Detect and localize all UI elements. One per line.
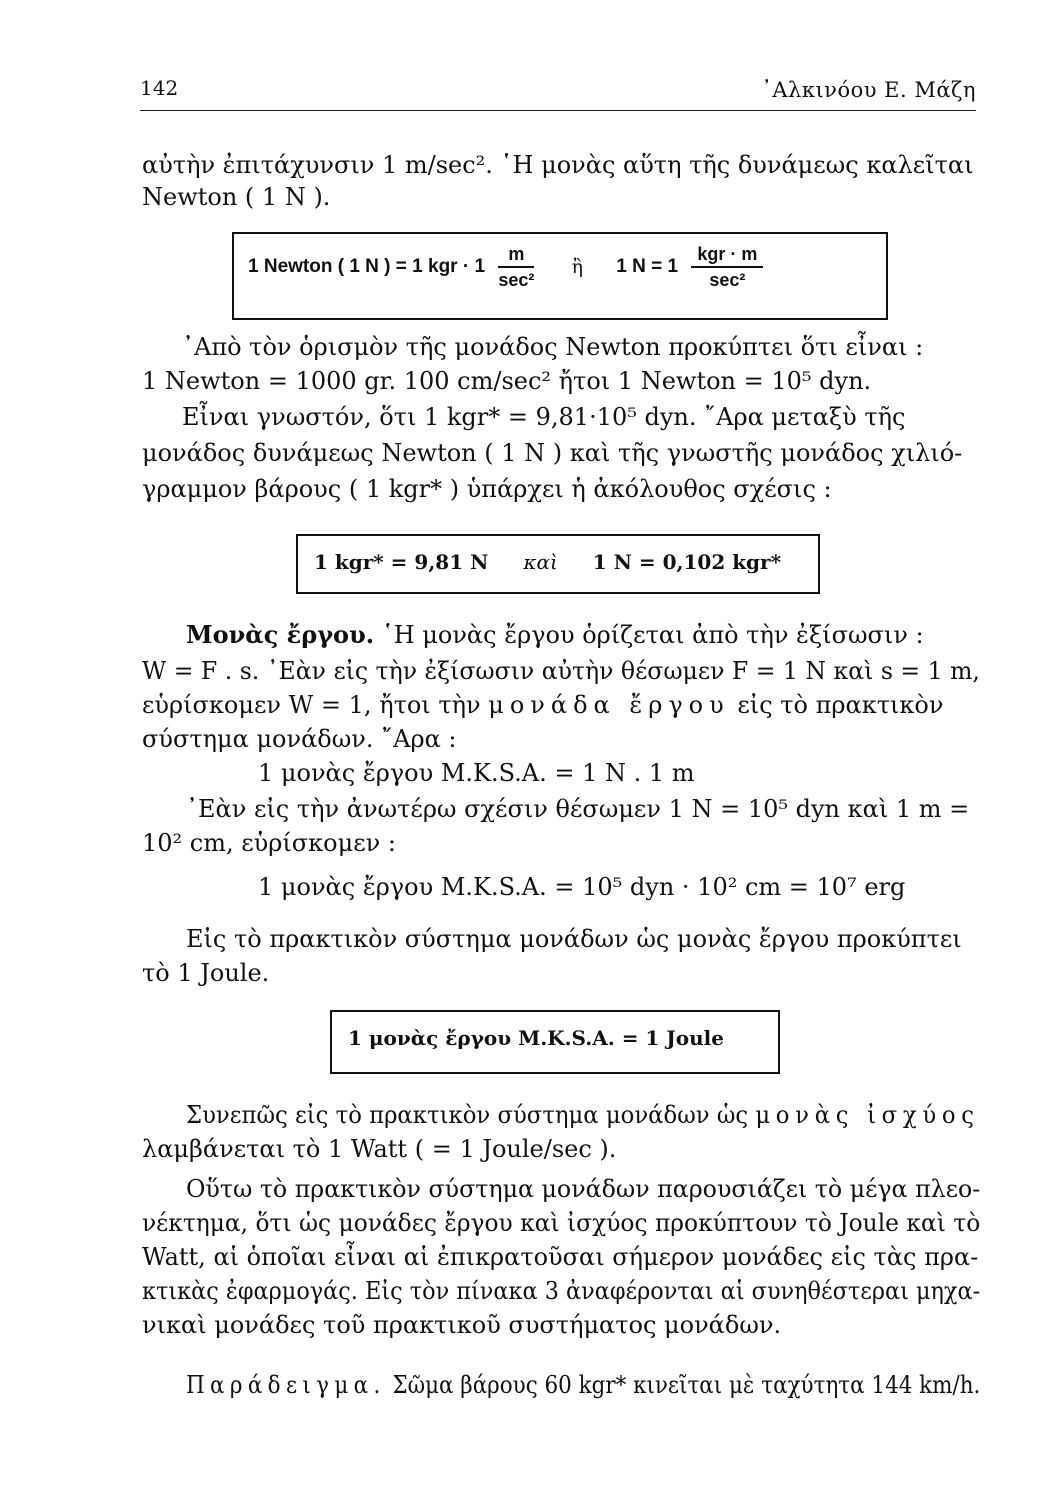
formula-or: ἢ (571, 256, 584, 278)
newton-formula (248, 242, 767, 292)
kgr-relation (314, 550, 781, 574)
text-line: 1 Newton = 1000 gr. 100 cm/sec² ἤτοι 1 Newton = 10⁵ dyn. (142, 367, 872, 395)
relation-and: καὶ (523, 550, 558, 574)
joule-relation: 1 μονὰς ἔργου M.K.S.A. = 1 Joule (348, 1026, 724, 1050)
formula-box-kgr (296, 534, 820, 594)
header-rule (140, 110, 976, 111)
formula-box-newton (232, 232, 888, 320)
text-fragment: εἰς τὸ πρακτικὸν (737, 691, 944, 719)
text-line: κτικὰς ἐφαρμογάς. Εἰς τὸν πίνακα 3 ἀναφέρονται αἱ συνηθέστεραι μηχα- (142, 1277, 981, 1305)
text-line: νικαὶ μονάδες τοῦ πρακτικοῦ συστήματος μονάδων. (142, 1311, 782, 1339)
formula-right: 1 N = 1 (616, 256, 679, 277)
text-line: μονάδος δυνάμεως Newton ( 1 N ) καὶ τῆς γνωστῆς μονάδος χιλιό- (142, 439, 963, 467)
text-line: Εἰς τὸ πρακτικὸν σύστημα μονάδων ὡς μονὰς ἔργου προκύπτει (186, 925, 962, 953)
page-number: 142 (140, 76, 179, 100)
fraction-denominator: sec² (498, 270, 535, 290)
text-line (186, 1370, 980, 1400)
running-head: ᾿Αλκινόου Ε. Μάζη (761, 78, 976, 102)
text-line: Οὕτω τὸ πρακτικὸν σύστημα μονάδων παρουσιάζει τὸ μέγα πλεο- (186, 1175, 981, 1203)
text-line: Watt, αἱ ὁποῖαι εἶναι αἱ ἐπικρατοῦσαι σήμερον μονάδες εἰς τὰς πρα- (142, 1243, 979, 1271)
text-line (142, 690, 943, 720)
formula-left: 1 Newton ( 1 N ) = 1 kgr · 1 (248, 256, 486, 277)
text-fragment: εὑρίσκομεν W = 1, ἤτοι τὴν (142, 691, 481, 719)
text-fragment: Συνεπῶς εἰς τὸ πρακτικὸν σύστημα μονάδων ὡς (186, 1101, 749, 1129)
equation-line: 1 μονὰς ἔργου M.K.S.A. = 10⁵ dyn · 10² cm = 10⁷ erg (258, 873, 906, 901)
relation-right: 1 N = 0,102 kgr* (592, 550, 782, 574)
example-heading: Παράδειγμα. (186, 1371, 386, 1399)
emphasized-term: μονάδα ἔργου (488, 691, 730, 719)
text-line: νέκτημα, ὅτι ὡς μονάδες ἔργου καὶ ἰσχύος προκύπτουν τὸ Joule καὶ τὸ (142, 1209, 981, 1237)
fraction-numerator: kgr · m (691, 242, 763, 268)
text-line: 10² cm, εὑρίσκομεν : (142, 829, 396, 857)
relation-left: 1 kgr* = 9,81 N (314, 550, 489, 574)
text-line: αὐτὴν ἐπιτάχυνσιν 1 m/sec². ῾Η μονὰς αὕτη τῆς δυνάμεως καλεῖται (142, 151, 974, 179)
text-line: W = F . s. ᾿Εὰν εἰς τὴν ἐξίσωσιν αὐτὴν θέσωμεν F = 1 N καὶ s = 1 m, (142, 657, 980, 685)
text-line: Εἶναι γνωστόν, ὅτι 1 kgr* = 9,81·10⁵ dyn. ῎Αρα μεταξὺ τῆς (182, 403, 906, 431)
text-line: σύστημα μονάδων. ῎Αρα : (142, 725, 457, 753)
fraction-denominator: sec² (709, 270, 746, 290)
text-line: γραμμον βάρους ( 1 kgr* ) ὑπάρχει ἡ ἀκόλουθος σχέσις : (142, 475, 832, 503)
fraction-m-sec2 (498, 242, 534, 292)
text-fragment: Σῶμα βάρους 60 kgr* κινεῖται μὲ ταχύτητα 144 km/h. (392, 1371, 981, 1399)
emphasized-term: μονὰς ἰσχύος (755, 1101, 980, 1129)
fraction-numerator: m (498, 242, 534, 268)
equation-line: 1 μονὰς ἔργου M.K.S.A. = 1 N . 1 m (258, 759, 695, 787)
text-line: τὸ 1 Joule. (142, 959, 270, 987)
text-line: ᾿Εὰν εἰς τὴν ἀνωτέρω σχέσιν θέσωμεν 1 N = 10⁵ dyn καὶ 1 m = (186, 795, 970, 823)
text-fragment: ῾Η μονὰς ἔργου ὁρίζεται ἀπὸ τὴν ἐξίσωσιν : (381, 621, 924, 649)
fraction-kgr-m-sec2 (691, 242, 763, 292)
formula-box-joule (330, 1010, 780, 1074)
text-line: Newton ( 1 N ). (142, 183, 331, 211)
text-line: λαμβάνεται τὸ 1 Watt ( = 1 Joule/sec ). (142, 1135, 617, 1163)
text-line: ᾿Απὸ τὸν ὁρισμὸν τῆς μονάδος Newton προκύπτει ὅτι εἶναι : (182, 333, 924, 361)
text-line (186, 1100, 980, 1130)
text-line (186, 620, 924, 650)
section-heading-work: Μονὰς ἔργου. (186, 620, 375, 649)
